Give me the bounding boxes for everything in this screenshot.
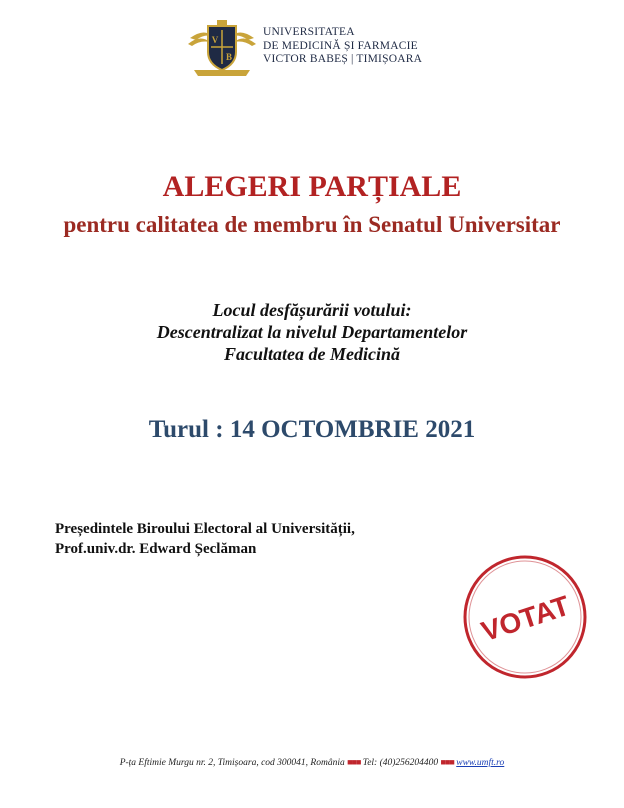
- footer-phone: Tel: (40)256204400: [362, 758, 439, 768]
- footer-address: P-ța Eftimie Murgu nr. 2, Timișoara, cod 300041, România: [119, 758, 345, 768]
- voting-place-detail: Descentralizat la nivelul Departamentelor: [156, 322, 468, 342]
- stamp-text: VOTAT: [477, 589, 574, 648]
- university-line-3: VICTOR BABEȘ | TIMIȘOARA: [263, 53, 423, 65]
- signer-title: Președintele Biroului Electoral al Universității,: [55, 521, 355, 537]
- signer-name: Prof.univ.dr. Edward Șeclăman: [55, 541, 257, 557]
- footer-separator-2: ■■■: [440, 757, 454, 767]
- notice-subtitle: pentru calitatea de membru în Senatul Universitar: [63, 212, 561, 237]
- voting-place-label: Locul desfășurării votului:: [212, 300, 412, 320]
- footer-separator-1: ■■■: [347, 757, 361, 767]
- voting-place-faculty: Facultatea de Medicină: [224, 344, 400, 364]
- notice-title: ALEGERI PARȚIALE: [162, 170, 462, 203]
- university-logo: [186, 18, 258, 80]
- university-line-2: DE MEDICINĂ ȘI FARMACIE: [263, 39, 418, 52]
- footer: [0, 757, 624, 768]
- svg-text:V: V: [211, 35, 219, 45]
- signer-block: [55, 519, 355, 559]
- round-date: Turul : 14 OCTOMBRIE 2021: [148, 416, 476, 443]
- voting-place: [0, 299, 624, 365]
- svg-text:B: B: [225, 52, 233, 62]
- university-line-1: UNIVERSITATEA: [263, 26, 355, 38]
- votat-stamp: [456, 552, 594, 682]
- footer-website-link[interactable]: www.umft.ro: [456, 758, 505, 768]
- university-name: [263, 26, 422, 67]
